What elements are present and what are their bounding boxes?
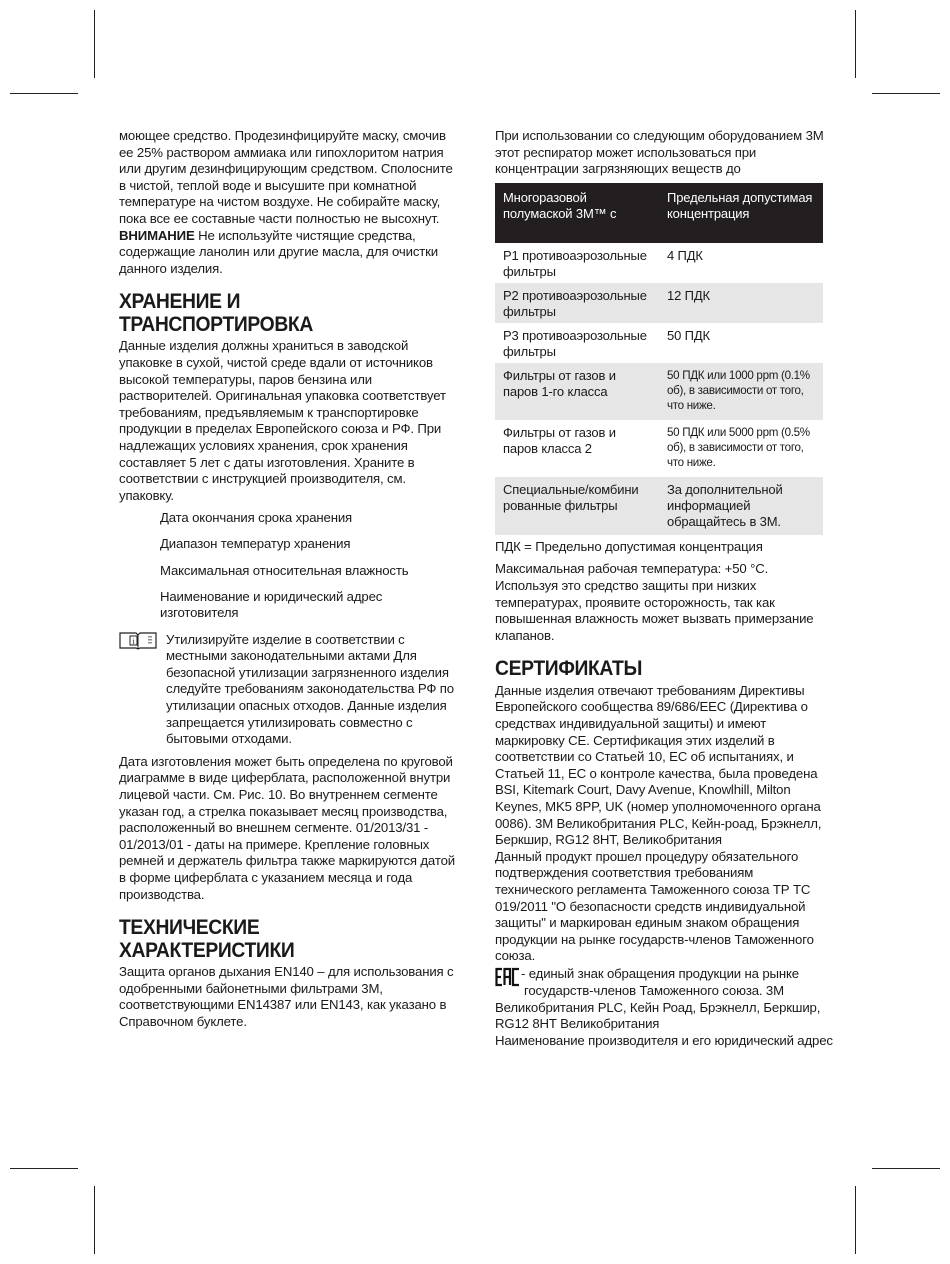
crop-mark (10, 1168, 78, 1169)
symbol-manufacturer: Наименование и юридический адрес изготовителя (160, 588, 383, 621)
symbol-list (160, 510, 457, 622)
tech-heading: ТЕХНИЧЕСКИЕ ХАРАКТЕРИСТИКИ (119, 916, 295, 962)
cert-heading: СЕРТИФИКАТЫ (495, 657, 642, 681)
table-header-row (495, 183, 823, 243)
crop-mark (855, 1186, 856, 1254)
table-cell-filter: P3 противоаэрозольные фильтры (503, 327, 647, 359)
table-header-cell: Предельная допустимая концентрация (659, 183, 823, 243)
table-cell-limit: За дополнительной информацией обращайтесь в 3M. (659, 477, 823, 535)
symbol-expiry: Дата окончания срока хранения (160, 510, 353, 526)
table-cell-filter: P2 противоаэрозольные фильтры (495, 283, 659, 323)
symbol-temperature: Диапазон температур хранения (160, 536, 351, 552)
crop-mark (94, 1186, 95, 1254)
storage-paragraph: Данные изделия должны храниться в заводской упаковке в сухой, чистой среде вдали от источников высокой температуры, паров бензина или растворителей. Оригинальная упаковка соответствует требованиям, предъявляемым к транспортировке продукции в пределах Европейского союза и РФ. При надлежащих условиях хранения, срок хранения составляет 5 лет с даты изготовления. Храните в соответствии с инструкцией производителя, см. упаковку. (119, 338, 446, 503)
svg-text:i: i (132, 636, 135, 646)
crop-mark (94, 10, 95, 78)
eac-line-2: государств-членов Таможенного союза. 3M (524, 982, 784, 998)
eac-logo-icon (495, 966, 521, 988)
crop-mark (872, 1168, 940, 1169)
table-cell-filter: P1 противоаэрозольные фильтры (503, 247, 647, 279)
temperature-paragraph: Максимальная рабочая температура: +50 °C. Используя это средство защиты при низких температурах, проявите осторожность, так как повышенная влажность может вызвать примерзание клапанов. (495, 561, 814, 643)
cleaning-paragraph: моющее средство. Продезинфицируйте маску, смочив ее 25% раствором аммиака или гипохлоритом натрия или другим дезинфицирующим средством. Сполосните в чистой, теплой воде и высушите при комнатной температуре на чистом воздухе. Не собирайте маску, пока все ее составные части полностью не высохнут. (119, 128, 453, 226)
warning-text: Не используйте чистящие средства, содержащие ланолин или другие масла, для очистки данного изделия. (119, 227, 439, 276)
cert-paragraph-ce: Данные изделия отвечают требованиям Директивы Европейского сообщества 89/686/EEC (Директива о средствах индивидуальной защиты) и имеют маркировку CE. Сертификация этих изделий в соответствии со Статьей 10, EC об испытаниях, и Статьей 11, EC о контроле качества, была проведена BSI, Kitemark Court, Davy Avenue, Knowlhill, Milton Keynes, MK5 8PP, UK (номер уполномоченного органа 0086). 3M Великобритания PLC, Кейн-роад, Брэкнелл, Беркшир, RG12 8HT, Великобритания (495, 682, 822, 848)
date-paragraph: Дата изготовления может быть определена по круговой диаграмме в виде циферблата, расположенной внутри лицевой части. См. Рис. 10. Во внутреннем сегменте указан год, а стрелка показывает месяц производства, расположенный во внешнем сегменте. 01/2013/31 - 01/2013/01 - даты на примере. Крепление головных ремней и держатель фильтра также маркируются датой в форме циферблата с указанием месяца и года производства. (119, 753, 455, 902)
table-cell-filter: Специальные/комбини рованные фильтры (495, 477, 659, 535)
table-cell-limit: 50 ПДК или 1000 ppm (0.1% об), в зависимости от того, что ниже. (659, 363, 823, 420)
table-row (495, 323, 823, 363)
symbol-humidity: Максимальная относительная влажность (160, 562, 409, 578)
crop-mark (855, 10, 856, 78)
table-cell-limit: 12 ПДК (659, 283, 823, 323)
warning-label: ВНИМАНИЕ (119, 227, 195, 243)
concentration-table (495, 183, 823, 535)
cert-paragraph-manufacturer: Наименование производителя и его юридический адрес (495, 1032, 833, 1048)
tech-paragraph: Защита органов дыхания EN140 – для использования с одобренными байонетными фильтрами 3M, соответствующими EN14387 или EN143, как указано в Справочном буклете. (119, 964, 454, 1029)
left-column (119, 128, 457, 1031)
cert-paragraph-address: Великобритания PLC, Кейн Роад, Брэкнелл, Беркшир, RG12 8HT Великобритания (495, 999, 821, 1032)
table-row (495, 363, 823, 420)
right-column (495, 128, 833, 1049)
info-book-icon (119, 630, 157, 650)
disposal-paragraph: Утилизируйте изделие в соответствии с местными законодательными актами Для безопасной утилизации загрязненного изделия следуйте требованиям законодательства РФ по утилизации опасных отходов. Данные изделия запрещается утилизировать совместно с бытовыми отходами. (166, 631, 454, 747)
crop-mark (872, 93, 940, 94)
storage-heading: ХРАНЕНИЕ И ТРАНСПОРТИРОВКА (119, 290, 313, 336)
table-cell-filter: Фильтры от газов и паров класса 2 (503, 424, 616, 456)
table-header-cell: Многоразовой полумаской 3M™ с (495, 183, 659, 243)
disposal-block (119, 632, 457, 748)
table-cell-limit: 50 ПДК или 5000 ppm (0.5% об), в зависимости от того, что ниже. (667, 425, 810, 469)
table-row (495, 477, 823, 535)
table-cell-filter: Фильтры от газов и паров 1-го класса (495, 363, 659, 420)
warning-paragraph (119, 228, 457, 278)
table-cell-limit: 4 ПДК (667, 247, 703, 263)
cert-paragraph-eac: Данный продукт прошел процедуру обязательного подтверждения соответствия требованиям технического регламента Таможенного союза ТР ТС 019/2011 "О безопасности средств индивидуальной защиты" и маркирован единым знаком обращения продукции на рынке государств-членов Таможенного союза. (495, 848, 814, 964)
eac-line-1: - единый знак обращения продукции на рынке (521, 965, 799, 981)
table-row (495, 420, 823, 477)
table-cell-limit: 50 ПДК (667, 327, 710, 343)
pdk-note: ПДК = Предельно допустимая концентрация (495, 538, 763, 554)
table-row (495, 283, 823, 323)
table-row (495, 243, 823, 283)
equipment-intro: При использовании со следующим оборудованием 3M этот респиратор может использоваться при концентрации загрязняющих веществ до (495, 128, 824, 177)
crop-mark (10, 93, 78, 94)
